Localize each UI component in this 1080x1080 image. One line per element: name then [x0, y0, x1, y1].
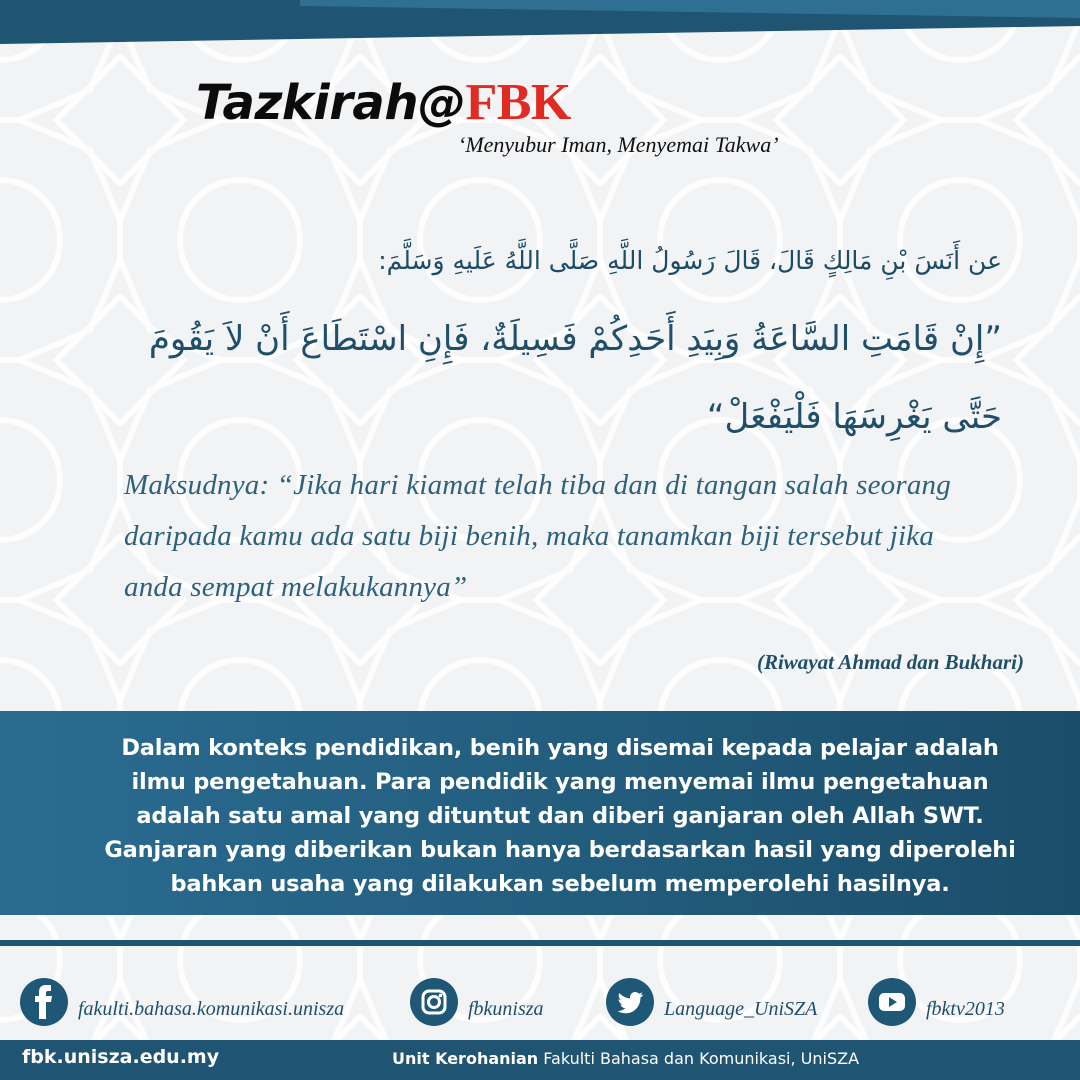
- context-line: bahkan usaha yang dilakukan sebelum memperolehi hasilnya.: [170, 871, 950, 897]
- social-label-twitter: Language_UniSZA: [664, 998, 818, 1020]
- context-text: [70, 731, 1050, 901]
- context-line: Dalam konteks pendidikan, benih yang disemai kepada pelajar adalah: [121, 735, 999, 761]
- tagline: ‘Menyubur Iman, Menyemai Takwa’: [458, 132, 779, 157]
- faculty-name: Fakulti Bahasa dan Komunikasi, UniSZA: [538, 1049, 860, 1068]
- hadith-narrator: عن أَنَسَ بْنِ مَالِكٍ قَالَ، قَالَ رَسُولُ اللَّهِ صَلَّى اللَّهُ عَلَيهِ وَسَلَّمَ:: [378, 246, 1002, 275]
- hadith-arabic-text: ”إِنْ قَامَتِ السَّاعَةُ وَبِيَدِ أَحَدِكُمْ فَسِيلَةٌ، فَإِنِ اسْتَطَاعَ أَنْ لاَ يَقُومَ حَتَّى يَغْرِسَهَا فَلْيَفْعَلْ“: [148, 319, 1002, 437]
- context-line: ilmu pengetahuan. Para pendidik yang menyemai ilmu pengetahuan: [131, 769, 989, 795]
- social-label-youtube: fbktv2013: [926, 998, 1005, 1020]
- unit-name: Unit Kerohanian: [392, 1049, 539, 1068]
- context-line: adalah satu amal yang dituntut dan diberi ganjaran oleh Allah SWT.: [136, 803, 984, 829]
- title-accent: FBK: [465, 74, 571, 131]
- context-line: Ganjaran yang diberikan bukan hanya berdasarkan hasil yang diperolehi: [104, 837, 1016, 863]
- social-label-facebook: fakulti.bahasa.komunikasi.unisza: [78, 998, 345, 1020]
- top-banner: [0, 0, 1080, 80]
- website-link[interactable]: fbk.unisza.edu.my: [22, 1046, 220, 1068]
- unit-credit: [392, 1049, 859, 1068]
- instagram-icon: [410, 978, 458, 1026]
- page-title: [196, 74, 571, 132]
- youtube-icon: [868, 978, 916, 1026]
- twitter-icon: [606, 978, 654, 1026]
- hadith-translation: Maksudnya: “Jika hari kiamat telah tiba dan di tangan salah seorang daripada kamu ada satu biji benih, maka tanamkan biji tersebut jika anda sempat melakukannya”: [124, 469, 951, 603]
- facebook-icon: [20, 978, 68, 1026]
- hadith-source: (Riwayat Ahmad dan Bukhari): [756, 650, 1024, 674]
- social-label-instagram: fbkunisza: [468, 998, 544, 1020]
- title-prefix: Tazkirah@: [196, 75, 466, 131]
- divider: [0, 940, 1080, 946]
